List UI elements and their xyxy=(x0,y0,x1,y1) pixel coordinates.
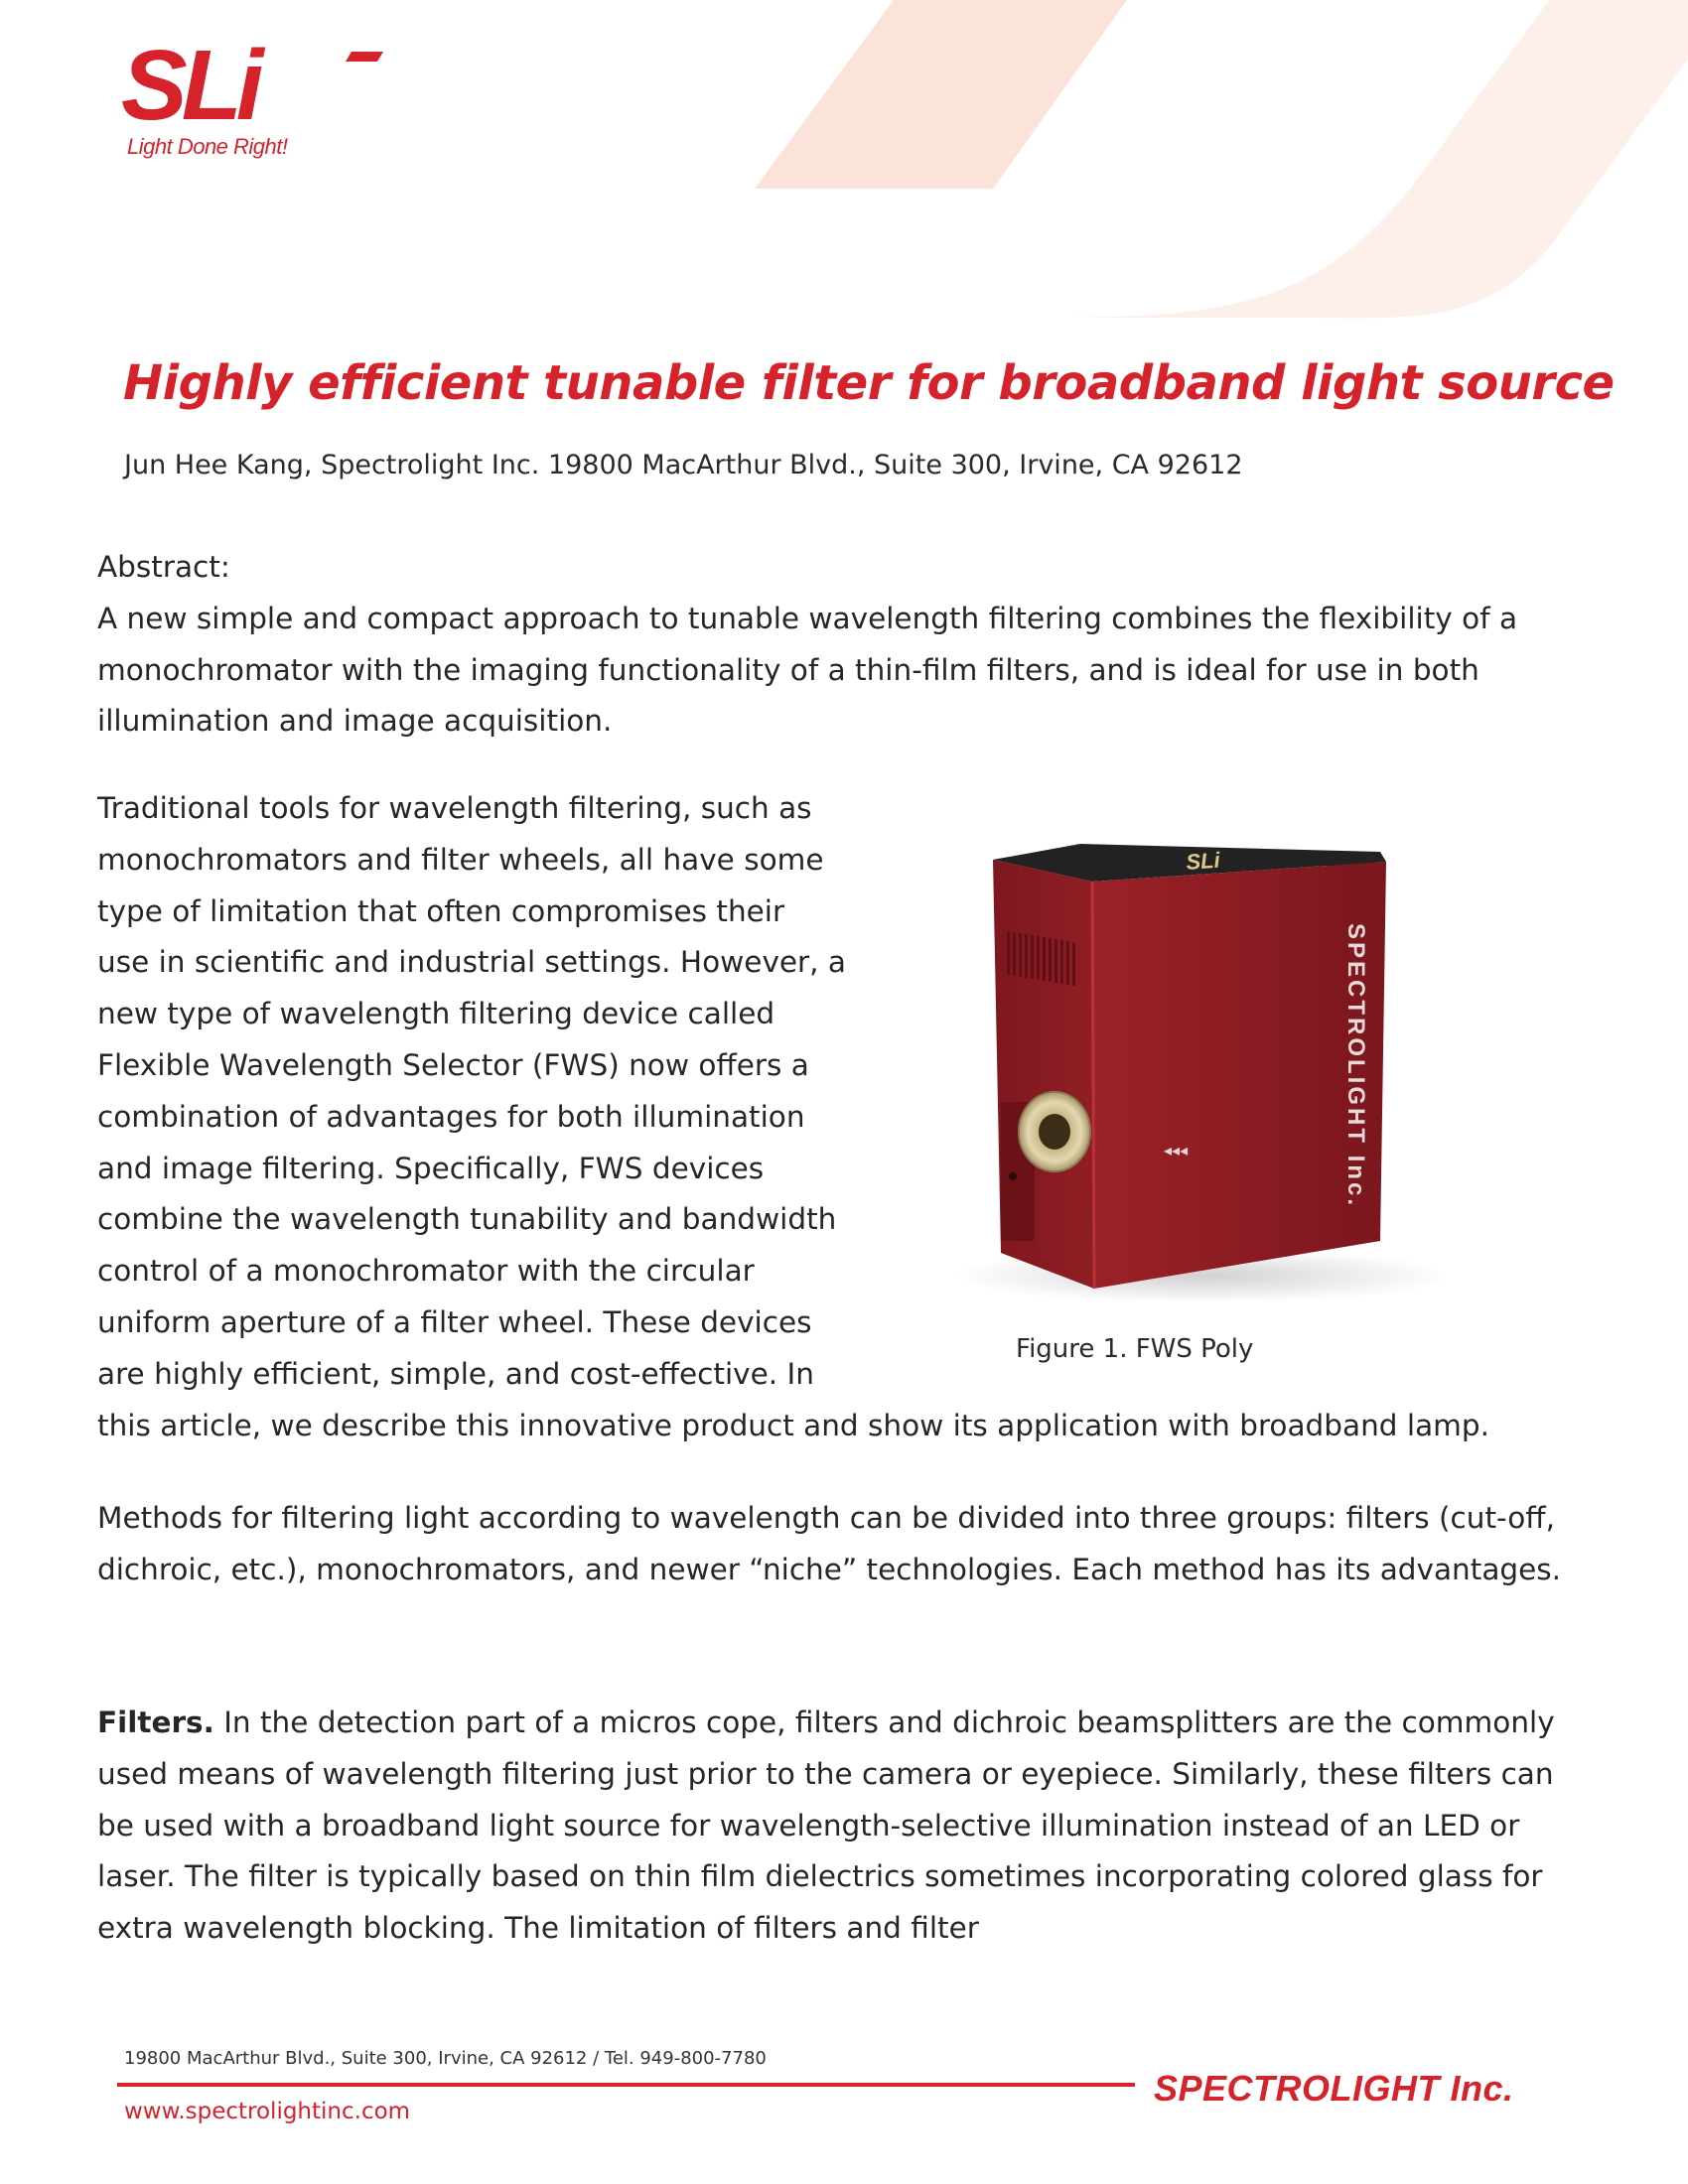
footer-website-link[interactable]: www.spectrolightinc.com xyxy=(124,2099,411,2124)
intro-line: combine the wavelength tunability and bandwidth xyxy=(97,1202,837,1237)
filters-paragraph xyxy=(97,1698,1567,1955)
abstract-text: A new simple and compact approach to tunable wavelength filtering combines the flexibility of a monochromator with the imaging functionality of a thin-film filters, and is ideal for use in both illumination and image acquisition. xyxy=(97,601,1518,739)
footer-address: 19800 MacArthur Blvd., Suite 300, Irvine, CA 92612 / Tel. 949-800-7780 xyxy=(124,2048,767,2069)
footer-divider xyxy=(117,2083,1135,2087)
footer-brand: SPECTROLIGHT Inc. xyxy=(1154,2068,1514,2109)
intro-line: Traditional tools for wavelength filtering, such as xyxy=(97,791,812,825)
intro-line: type of limitation that often compromises their xyxy=(97,893,785,928)
figure-caption: Figure 1. FWS Poly xyxy=(1016,1334,1254,1364)
intro-line: and image filtering. Specifically, FWS devices xyxy=(97,1151,765,1185)
intro-line: this article, we describe this innovative product and show its application with broadband lamp. xyxy=(97,1408,1489,1442)
abstract-heading: Abstract: xyxy=(97,550,230,584)
methods-paragraph: Methods for filtering light according to wavelength can be divided into three groups: filters (cut-off, dichroic, etc.), monochromators, and newer “niche” technologies. Each method has its advantages. xyxy=(97,1501,1562,1586)
abstract-section xyxy=(97,542,1567,748)
svg-text:◂◂◂: ◂◂◂ xyxy=(1164,1141,1189,1160)
author-line: Jun Hee Kang, Spectrolight Inc. 19800 MacArthur Blvd., Suite 300, Irvine, CA 92612 xyxy=(124,450,1243,480)
logo-tagline: Light Done Right! xyxy=(127,134,288,159)
device-top-logo: SLi xyxy=(1185,847,1221,875)
intro-line: use in scientific and industrial settings. However, a xyxy=(97,945,847,980)
intro-line: uniform aperture of a filter wheel. These devices xyxy=(97,1304,812,1339)
article-title: Highly efficient tunable filter for broadband light source xyxy=(123,355,1615,411)
device-side-label: SPECTROLIGHT Inc. xyxy=(1342,923,1369,1209)
intro-line: monochromators and filter wheels, all have some xyxy=(97,842,824,877)
intro-line: combination of advantages for both illumination xyxy=(97,1099,805,1134)
filters-heading: Filters. xyxy=(97,1706,214,1739)
intro-line: Flexible Wavelength Selector (FWS) now offers a xyxy=(97,1047,809,1082)
filters-text: In the detection part of a micros cope, filters and dichroic beamsplitters are the commonly used means of wavelength filtering just prior to the camera or eyepiece. Similarly, these filters can be used with a broadband light source for wavelength-selective illumination instead of an LED or laser. The filter is typically based on thin film dielectrics sometimes incorporating colored glass for extra wavelength blocking. The limitation of filters and filter xyxy=(97,1706,1555,1946)
intro-line: are highly efficient, simple, and cost-effective. In xyxy=(97,1356,814,1391)
intro-line: new type of wavelength filtering device called xyxy=(97,997,775,1031)
intro-line: control of a monochromator with the circular xyxy=(97,1254,755,1289)
logo-wordmark: SLi xyxy=(121,42,258,141)
fws-poly-device-image xyxy=(943,824,1460,1300)
